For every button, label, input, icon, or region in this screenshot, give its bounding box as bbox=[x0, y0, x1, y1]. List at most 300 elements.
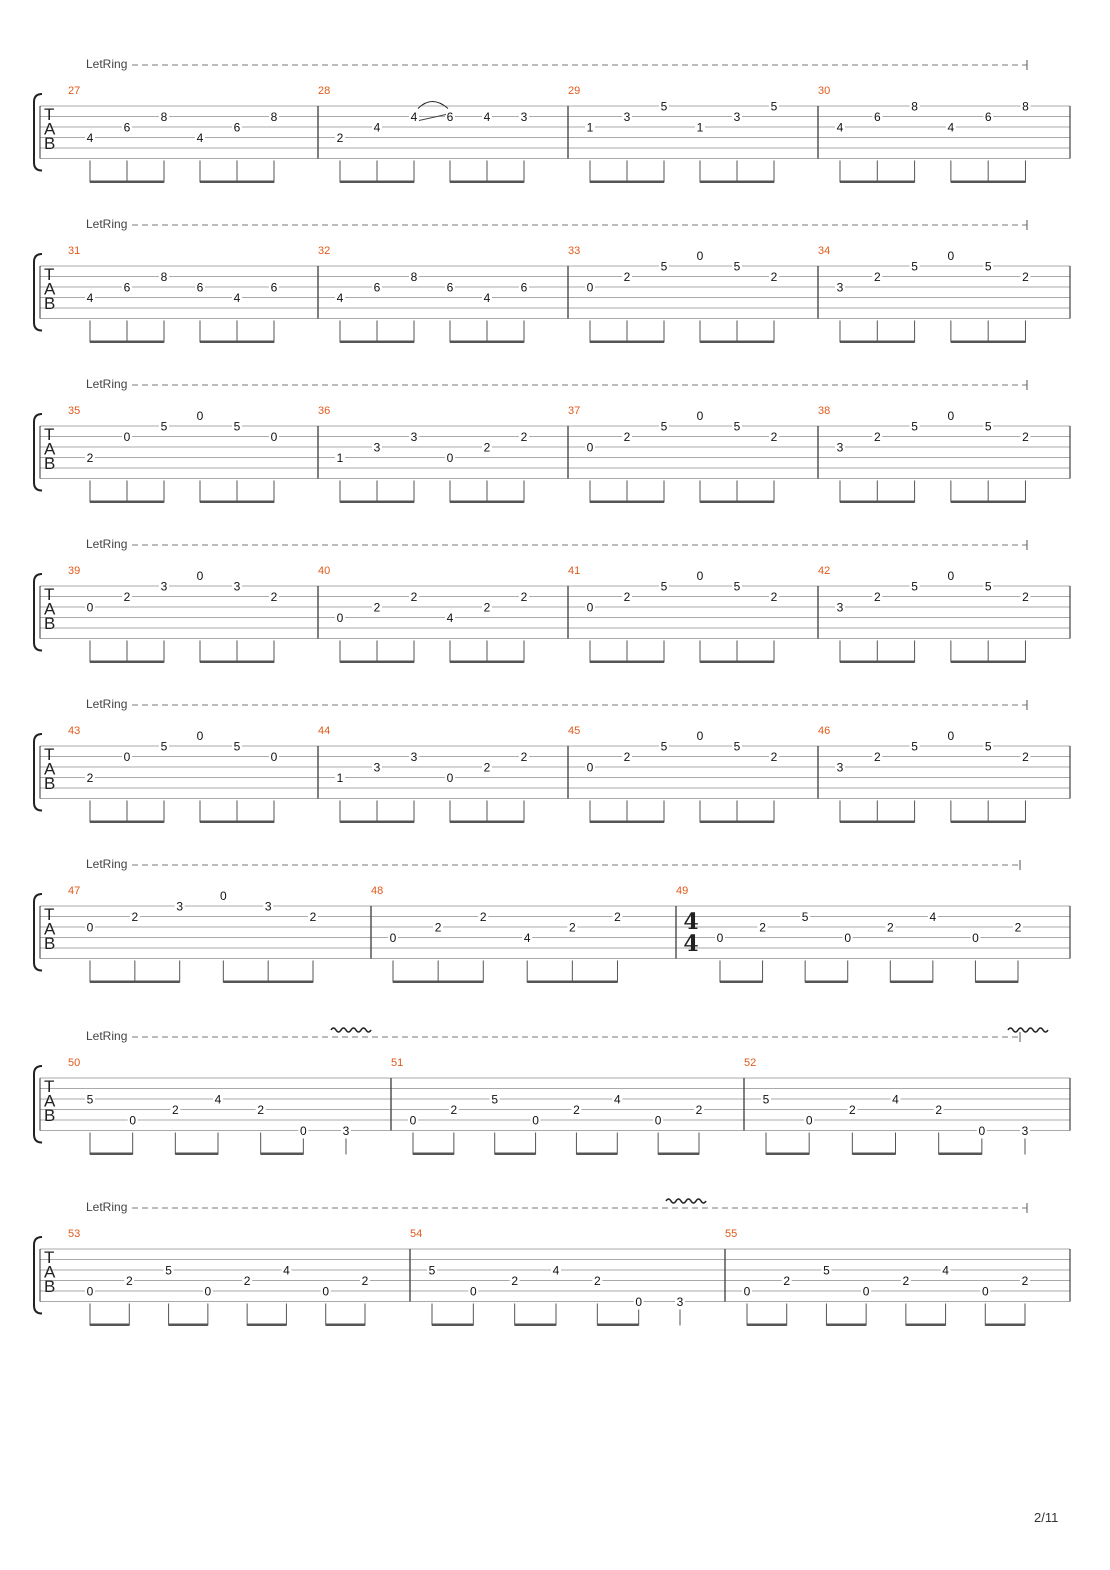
measure-number: 52 bbox=[744, 1057, 757, 1069]
fret-number: 2 bbox=[309, 910, 317, 924]
note-beam bbox=[658, 1153, 699, 1156]
measure-number: 36 bbox=[318, 405, 331, 417]
note-beam bbox=[450, 661, 524, 664]
fret-number: 5 bbox=[660, 99, 668, 114]
fret-number: 6 bbox=[984, 110, 992, 124]
note-beam bbox=[590, 661, 664, 664]
staff-bracket bbox=[34, 734, 42, 811]
measure-number: 31 bbox=[68, 245, 81, 257]
note-beam bbox=[450, 181, 524, 184]
fret-number: 2 bbox=[623, 750, 631, 764]
staff-bracket bbox=[34, 894, 42, 971]
fret-number: 3 bbox=[373, 760, 381, 775]
fret-number: 2 bbox=[257, 1103, 265, 1117]
fret-number: 5 bbox=[733, 259, 741, 274]
fret-number: 2 bbox=[873, 750, 881, 764]
fret-number: 4 bbox=[336, 291, 344, 305]
measure-number: 45 bbox=[568, 725, 581, 737]
tab-clef-letter: A bbox=[44, 439, 56, 459]
fret-number: 3 bbox=[264, 899, 272, 914]
slide-line bbox=[419, 115, 446, 121]
note-beam bbox=[200, 821, 274, 824]
tab-clef-letter: A bbox=[44, 919, 56, 939]
fret-number: 0 bbox=[86, 600, 94, 615]
fret-number: 0 bbox=[696, 569, 704, 583]
fret-number: 3 bbox=[373, 440, 381, 455]
note-beam bbox=[840, 661, 915, 664]
fret-number: 5 bbox=[911, 259, 918, 274]
measure-number: 35 bbox=[68, 405, 81, 417]
fret-number: 2 bbox=[125, 1274, 133, 1288]
fret-number: 6 bbox=[123, 280, 131, 295]
tab-clef-letter: B bbox=[44, 134, 56, 153]
fret-number: 4 bbox=[836, 120, 844, 135]
fret-number: 2 bbox=[1021, 1274, 1029, 1288]
measure-number: 33 bbox=[568, 245, 581, 257]
tab-clef-letter: T bbox=[44, 1077, 55, 1096]
note-beam bbox=[890, 981, 933, 984]
fret-number: 2 bbox=[171, 1103, 179, 1117]
fret-number: 0 bbox=[322, 1284, 330, 1299]
note-beam bbox=[450, 341, 524, 344]
note-beam bbox=[576, 1153, 617, 1156]
measure-number: 42 bbox=[818, 565, 831, 577]
note-beam bbox=[450, 501, 524, 504]
note-beam bbox=[747, 1324, 787, 1327]
fret-number: 4 bbox=[410, 110, 418, 124]
tab-clef-letter: A bbox=[44, 279, 56, 299]
measure-number: 41 bbox=[568, 565, 581, 577]
fret-number: 3 bbox=[520, 110, 528, 124]
fret-number: 5 bbox=[984, 739, 992, 754]
fret-number: 0 bbox=[635, 1295, 643, 1309]
tab-clef-letter: T bbox=[44, 265, 55, 284]
fret-number: 2 bbox=[270, 590, 278, 604]
note-beam bbox=[326, 1324, 365, 1327]
note-beam bbox=[826, 1324, 866, 1327]
measure-number: 54 bbox=[410, 1228, 423, 1240]
fret-number: 0 bbox=[204, 1284, 212, 1299]
fret-number: 1 bbox=[336, 451, 344, 465]
measure-number: 48 bbox=[371, 885, 384, 897]
fret-number: 4 bbox=[892, 1092, 899, 1107]
fret-number: 0 bbox=[805, 1113, 813, 1128]
note-beam bbox=[597, 1324, 638, 1327]
fret-number: 4 bbox=[523, 931, 531, 945]
note-beam bbox=[90, 341, 164, 344]
fret-number: 5 bbox=[86, 1092, 94, 1107]
fret-number: 2 bbox=[886, 920, 894, 935]
fret-number: 5 bbox=[984, 259, 992, 274]
tab-clef-letter: T bbox=[44, 905, 55, 924]
fret-number: 2 bbox=[450, 1103, 458, 1117]
note-beam bbox=[590, 181, 664, 184]
measure-number: 43 bbox=[68, 725, 81, 737]
fret-number: 0 bbox=[196, 729, 204, 743]
fret-number: 5 bbox=[733, 579, 741, 594]
fret-number: 3 bbox=[836, 760, 844, 775]
note-beam bbox=[840, 341, 915, 344]
note-beam bbox=[951, 501, 1026, 504]
fret-number: 5 bbox=[660, 259, 668, 274]
measure-number: 44 bbox=[318, 725, 331, 737]
note-beam bbox=[951, 821, 1026, 824]
note-beam bbox=[590, 341, 664, 344]
let-ring-label: LetRing bbox=[86, 857, 128, 871]
fret-number: 6 bbox=[196, 280, 204, 295]
note-beam bbox=[247, 1324, 286, 1327]
fret-number: 2 bbox=[1022, 750, 1029, 764]
fret-number: 2 bbox=[1022, 270, 1029, 284]
fret-number: 0 bbox=[586, 440, 594, 455]
note-beam bbox=[90, 661, 164, 664]
tab-clef-letter: T bbox=[44, 425, 55, 444]
fret-number: 2 bbox=[410, 590, 418, 604]
let-ring-label: LetRing bbox=[86, 1029, 128, 1043]
fret-number: 2 bbox=[511, 1274, 519, 1288]
fret-number: 0 bbox=[123, 430, 131, 444]
staff-bracket bbox=[34, 1066, 42, 1143]
fret-number: 0 bbox=[196, 409, 204, 423]
let-ring-label: LetRing bbox=[86, 377, 128, 391]
fret-number: 0 bbox=[947, 569, 955, 583]
note-beam bbox=[700, 821, 774, 824]
fret-number: 2 bbox=[873, 430, 881, 444]
fret-number: 5 bbox=[762, 1092, 770, 1107]
tab-clef-letter: A bbox=[44, 1091, 56, 1111]
note-beam bbox=[975, 981, 1018, 984]
tab-clef-letter: T bbox=[44, 745, 55, 764]
tab-clef-letter: B bbox=[44, 934, 56, 953]
fret-number: 2 bbox=[759, 920, 766, 935]
note-beam bbox=[840, 501, 915, 504]
fret-number: 3 bbox=[160, 579, 168, 594]
fret-number: 3 bbox=[733, 110, 741, 124]
fret-number: 2 bbox=[770, 590, 778, 604]
note-beam bbox=[340, 661, 414, 664]
fret-number: 8 bbox=[270, 110, 278, 124]
time-signature-denominator: 4 bbox=[683, 931, 699, 957]
fret-number: 4 bbox=[214, 1092, 222, 1107]
staff-bracket bbox=[34, 254, 42, 331]
time-signature-numerator: 4 bbox=[683, 909, 699, 935]
note-beam bbox=[200, 341, 274, 344]
note-beam bbox=[527, 981, 617, 984]
fret-number: 2 bbox=[935, 1103, 943, 1117]
fret-number: 2 bbox=[848, 1103, 856, 1117]
page-number: 2/11 bbox=[1034, 1510, 1059, 1525]
note-beam bbox=[852, 1153, 895, 1156]
note-beam bbox=[766, 1153, 809, 1156]
tab-clef-letter: B bbox=[44, 454, 56, 473]
note-beam bbox=[393, 981, 483, 984]
fret-number: 3 bbox=[623, 110, 631, 124]
measure-number: 39 bbox=[68, 565, 81, 577]
fret-number: 3 bbox=[410, 430, 418, 444]
let-ring-label: LetRing bbox=[86, 217, 128, 231]
tab-clef-letter: A bbox=[44, 759, 56, 779]
note-beam bbox=[432, 1324, 473, 1327]
fret-number: 0 bbox=[299, 1124, 307, 1138]
fret-number: 5 bbox=[733, 419, 741, 434]
fret-number: 6 bbox=[123, 120, 131, 135]
fret-number: 0 bbox=[743, 1284, 751, 1299]
fret-number: 4 bbox=[929, 910, 937, 924]
fret-number: 4 bbox=[613, 1092, 621, 1107]
measure-number: 29 bbox=[568, 85, 581, 97]
measure-number: 32 bbox=[318, 245, 331, 257]
tab-clef-letter: B bbox=[44, 774, 56, 793]
note-beam bbox=[700, 341, 774, 344]
fret-number: 4 bbox=[196, 131, 204, 145]
measure-number: 49 bbox=[676, 885, 689, 897]
fret-number: 5 bbox=[160, 739, 168, 754]
fret-number: 2 bbox=[770, 430, 778, 444]
staff-bracket bbox=[34, 94, 42, 171]
fret-number: 0 bbox=[129, 1113, 137, 1128]
note-beam bbox=[951, 181, 1026, 184]
fret-number: 0 bbox=[978, 1124, 986, 1138]
fret-number: 5 bbox=[660, 579, 668, 594]
note-beam bbox=[805, 981, 848, 984]
fret-number: 0 bbox=[409, 1113, 417, 1128]
fret-number: 8 bbox=[410, 270, 418, 284]
measure-number: 47 bbox=[68, 885, 81, 897]
fret-number: 0 bbox=[654, 1113, 662, 1128]
fret-number: 2 bbox=[770, 270, 778, 284]
fret-number: 2 bbox=[695, 1103, 703, 1117]
fret-number: 0 bbox=[196, 569, 204, 583]
fret-number: 4 bbox=[483, 291, 491, 305]
fret-number: 2 bbox=[1022, 590, 1029, 604]
note-beam bbox=[450, 821, 524, 824]
fret-number: 0 bbox=[716, 931, 724, 945]
fret-number: 0 bbox=[844, 931, 852, 945]
fret-number: 4 bbox=[942, 1263, 949, 1278]
fret-number: 6 bbox=[373, 280, 381, 295]
measure-number: 34 bbox=[818, 245, 831, 257]
tab-clef-letter: T bbox=[44, 105, 55, 124]
note-beam bbox=[951, 341, 1026, 344]
fret-number: 5 bbox=[660, 739, 668, 754]
fret-number: 5 bbox=[911, 739, 918, 754]
note-beam bbox=[200, 181, 274, 184]
measure-number: 53 bbox=[68, 1228, 81, 1240]
note-beam bbox=[261, 1153, 304, 1156]
fret-number: 6 bbox=[873, 110, 881, 124]
fret-number: 0 bbox=[336, 611, 344, 625]
note-beam bbox=[90, 501, 164, 504]
vibrato-mark bbox=[666, 1199, 706, 1203]
fret-number: 2 bbox=[520, 430, 528, 444]
fret-number: 2 bbox=[573, 1103, 580, 1117]
fret-number: 0 bbox=[586, 280, 594, 295]
fret-number: 3 bbox=[836, 440, 844, 455]
fret-number: 5 bbox=[984, 419, 992, 434]
tab-clef-letter: B bbox=[44, 1277, 56, 1296]
fret-number: 2 bbox=[243, 1274, 251, 1288]
note-beam bbox=[590, 501, 664, 504]
fret-number: 5 bbox=[165, 1263, 172, 1278]
note-beam bbox=[840, 821, 915, 824]
fret-number: 1 bbox=[336, 771, 344, 785]
fret-number: 4 bbox=[552, 1263, 560, 1278]
fret-number: 2 bbox=[479, 910, 487, 924]
fret-number: 5 bbox=[823, 1263, 830, 1278]
note-beam bbox=[951, 661, 1026, 664]
tab-clef-letter: B bbox=[44, 294, 56, 313]
note-beam bbox=[223, 981, 313, 984]
tab-clef-letter: B bbox=[44, 614, 56, 633]
fret-number: 5 bbox=[911, 579, 918, 594]
let-ring-label: LetRing bbox=[86, 1200, 128, 1214]
fret-number: 2 bbox=[131, 910, 139, 924]
fret-number: 0 bbox=[86, 920, 94, 935]
fret-number: 0 bbox=[586, 760, 594, 775]
fret-number: 0 bbox=[270, 430, 278, 444]
staff-bracket bbox=[34, 414, 42, 491]
note-beam bbox=[340, 501, 414, 504]
fret-number: 2 bbox=[520, 590, 528, 604]
fret-number: 5 bbox=[233, 419, 241, 434]
measure-number: 46 bbox=[818, 725, 831, 737]
measure-number: 30 bbox=[818, 85, 831, 97]
fret-number: 2 bbox=[123, 590, 131, 604]
fret-number: 0 bbox=[389, 931, 397, 945]
note-beam bbox=[515, 1324, 556, 1327]
note-beam bbox=[340, 821, 414, 824]
fret-number: 2 bbox=[783, 1274, 791, 1288]
note-beam bbox=[840, 181, 915, 184]
fret-number: 4 bbox=[947, 120, 955, 135]
fret-number: 6 bbox=[270, 280, 278, 295]
let-ring-label: LetRing bbox=[86, 697, 128, 711]
let-ring-label: LetRing bbox=[86, 537, 128, 551]
tab-clef-letter: B bbox=[44, 1106, 56, 1125]
fret-number: 3 bbox=[342, 1124, 350, 1138]
measure-number: 50 bbox=[68, 1057, 81, 1069]
tab-clef-letter: T bbox=[44, 585, 55, 604]
fret-number: 2 bbox=[568, 920, 576, 935]
fret-number: 0 bbox=[219, 889, 227, 903]
fret-number: 6 bbox=[446, 110, 454, 124]
tab-clef-letter: A bbox=[44, 599, 56, 619]
measure-number: 38 bbox=[818, 405, 831, 417]
fret-number: 6 bbox=[446, 280, 454, 295]
tab-clef-letter: T bbox=[44, 1248, 55, 1267]
fret-number: 4 bbox=[283, 1263, 290, 1278]
note-beam bbox=[720, 981, 763, 984]
fret-number: 8 bbox=[160, 110, 168, 124]
let-ring-label: LetRing bbox=[86, 57, 128, 71]
fret-number: 2 bbox=[873, 590, 881, 604]
fret-number: 1 bbox=[586, 120, 594, 135]
tab-clef-letter: A bbox=[44, 119, 56, 139]
fret-number: 0 bbox=[972, 931, 979, 945]
fret-number: 6 bbox=[233, 120, 241, 135]
fret-number: 2 bbox=[593, 1274, 601, 1288]
note-beam bbox=[90, 1153, 133, 1156]
note-beam bbox=[200, 501, 274, 504]
fret-number: 5 bbox=[491, 1092, 499, 1107]
fret-number: 0 bbox=[532, 1113, 539, 1128]
note-beam bbox=[700, 501, 774, 504]
fret-number: 3 bbox=[410, 750, 418, 764]
fret-number: 0 bbox=[123, 750, 131, 764]
note-beam bbox=[90, 981, 180, 984]
fret-number: 8 bbox=[160, 270, 168, 284]
note-beam bbox=[175, 1153, 218, 1156]
fret-number: 2 bbox=[623, 270, 631, 284]
staff-bracket bbox=[34, 574, 42, 651]
note-beam bbox=[90, 181, 164, 184]
fret-number: 2 bbox=[902, 1274, 910, 1288]
fret-number: 2 bbox=[614, 910, 621, 924]
measure-number: 27 bbox=[68, 85, 81, 97]
fret-number: 0 bbox=[947, 729, 955, 743]
fret-number: 0 bbox=[586, 600, 594, 615]
fret-number: 0 bbox=[469, 1284, 477, 1299]
note-beam bbox=[340, 341, 414, 344]
fret-number: 3 bbox=[233, 579, 241, 594]
fret-number: 0 bbox=[981, 1284, 989, 1299]
measure-number: 28 bbox=[318, 85, 331, 97]
fret-number: 3 bbox=[676, 1295, 684, 1309]
fret-number: 2 bbox=[623, 590, 631, 604]
fret-number: 2 bbox=[770, 750, 778, 764]
fret-number: 2 bbox=[434, 920, 442, 935]
note-beam bbox=[700, 661, 774, 664]
fret-number: 5 bbox=[770, 99, 778, 114]
note-beam bbox=[90, 1324, 129, 1327]
fret-number: 4 bbox=[483, 110, 491, 124]
fret-number: 8 bbox=[911, 99, 918, 114]
fret-number: 0 bbox=[86, 1284, 94, 1299]
fret-number: 4 bbox=[86, 131, 94, 145]
fret-number: 0 bbox=[696, 249, 704, 263]
fret-number: 2 bbox=[373, 600, 381, 615]
fret-number: 1 bbox=[696, 120, 704, 135]
fret-number: 5 bbox=[160, 419, 168, 434]
fret-number: 2 bbox=[1014, 920, 1022, 935]
fret-number: 2 bbox=[520, 750, 528, 764]
fret-number: 0 bbox=[270, 750, 278, 764]
fret-number: 3 bbox=[176, 899, 184, 914]
fret-number: 0 bbox=[696, 729, 704, 743]
note-beam bbox=[590, 821, 664, 824]
measure-number: 40 bbox=[318, 565, 331, 577]
note-beam bbox=[985, 1324, 1025, 1327]
fret-number: 5 bbox=[733, 739, 741, 754]
fret-number: 0 bbox=[947, 249, 955, 263]
fret-number: 3 bbox=[836, 280, 844, 295]
note-beam bbox=[700, 181, 774, 184]
slur bbox=[418, 102, 448, 109]
fret-number: 0 bbox=[947, 409, 955, 423]
fret-number: 5 bbox=[428, 1263, 436, 1278]
fret-number: 6 bbox=[520, 280, 528, 295]
fret-number: 0 bbox=[862, 1284, 870, 1299]
fret-number: 8 bbox=[1022, 99, 1029, 114]
note-beam bbox=[90, 821, 164, 824]
fret-number: 2 bbox=[86, 451, 94, 465]
fret-number: 0 bbox=[696, 409, 704, 423]
note-beam bbox=[939, 1153, 982, 1156]
fret-number: 4 bbox=[86, 291, 94, 305]
note-beam bbox=[169, 1324, 208, 1327]
vibrato-mark bbox=[331, 1028, 371, 1032]
fret-number: 2 bbox=[873, 270, 881, 284]
